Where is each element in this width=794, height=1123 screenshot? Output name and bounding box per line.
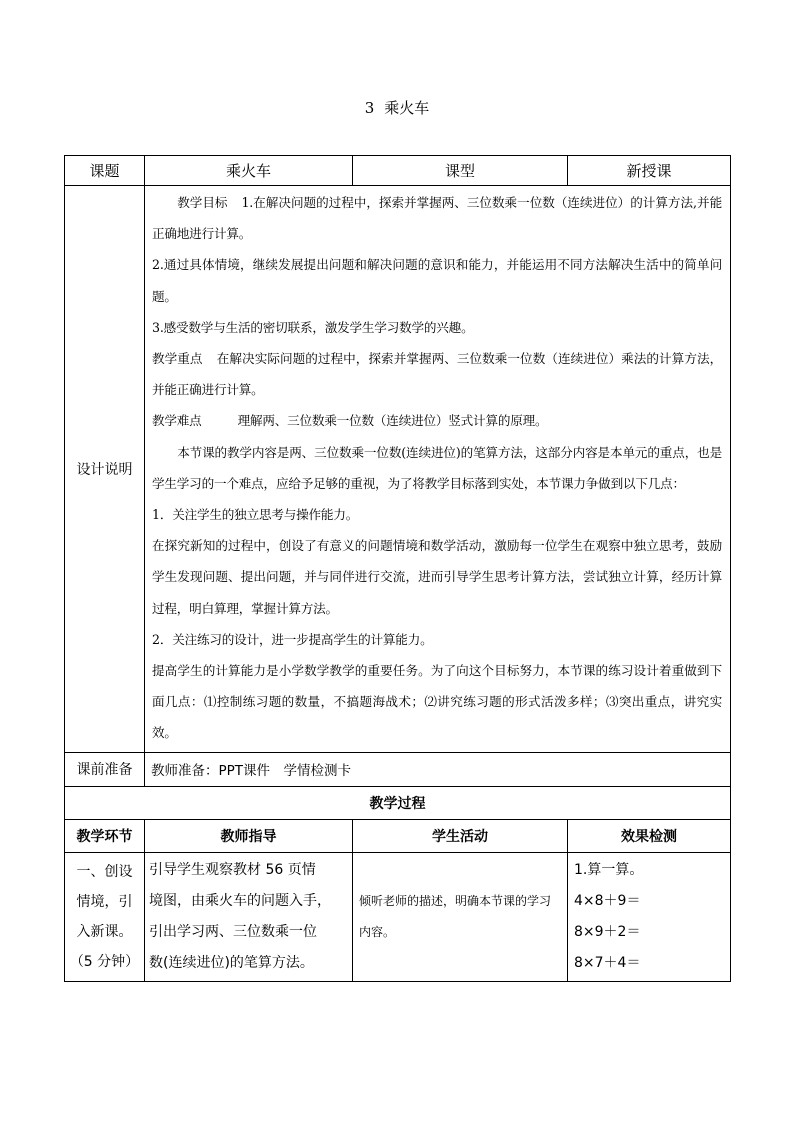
teacher-line: 引导学生观察教材 56 页情 <box>149 861 316 878</box>
lesson-plan-table <box>64 155 731 982</box>
type-label: 课型 <box>353 156 568 186</box>
goal-2: 2.通过具体情境，继续发展提出问题和解决问题的意识和能力，并能运用不同方法解决生活中的简单问题。 <box>152 257 722 304</box>
teacher-line: 境图，由乘火车的问题入手， <box>149 892 331 909</box>
topic-label: 课题 <box>65 156 145 186</box>
check-line: 8×9＋2＝ <box>574 923 641 940</box>
process-title-row <box>65 786 731 819</box>
difficulty-label: 教学难点 <box>152 413 202 429</box>
goal-3: 3.感受数学与生活的密切联系，激发学生学习数学的兴趣。 <box>152 319 474 335</box>
intro-paragraph: 本节课的教学内容是两、三位数乘一位数(连续进位)的笔算方法，这部分内容是本单元的重点，也是学生学习的一个难点，应给予足够的重视，为了将教学目标落到实处，本节课力争做到以下几点： <box>152 444 722 491</box>
point-2-title: 2．关注练习的设计，进一步提高学生的计算能力。 <box>152 631 433 647</box>
step-line: 入新课。 <box>76 923 133 940</box>
teacher-line: 数(连续进位)的笔算方法。 <box>149 954 314 971</box>
teacher-line: 引出学习两、三位数乘一位 <box>149 923 317 940</box>
prep-row <box>65 752 731 786</box>
type-value: 新授课 <box>568 156 731 186</box>
difficulty: 教学难点 理解两、三位数乘一位数（连续进位）竖式计算的原理。 <box>152 413 548 429</box>
check-line: 1.算一算。 <box>574 861 644 878</box>
check-line: 4×8＋9＝ <box>574 892 641 909</box>
step-line: （5 分钟） <box>69 953 140 970</box>
process-header-row <box>65 819 731 852</box>
goal-1: 教学目标 1.在解决问题的过程中，探索并掌握两、三位数乘一位数（连续进位）的计算方法,并能正确地进行计算。 <box>152 195 722 242</box>
point-2-text: 提高学生的计算能力是小学数学教学的重要任务。为了向这个目标努力，本节课的练习设计着重做到下面几点：⑴控制练习题的数量，不搞题海战术；⑵讲究练习题的形式活泼多样；⑶突出重点，讲究实效。 <box>152 663 722 741</box>
check-cell <box>568 852 731 981</box>
key-point: 教学重点 在解决实际问题的过程中，探索并掌握两、三位数乘一位数（连续进位）乘法的计算方法，并能正确进行计算。 <box>152 351 722 398</box>
step-cell <box>65 852 145 981</box>
step-line: 一、创设 <box>76 863 133 880</box>
goal-label: 教学目标 <box>177 195 228 210</box>
col-teacher: 教师指导 <box>145 819 353 852</box>
check-line: 8×7＋4＝ <box>574 954 641 971</box>
student-cell: 倾听老师的描述，明确本节课的学习内容。 <box>353 852 568 981</box>
col-student: 学生活动 <box>353 819 568 852</box>
header-row <box>65 156 731 186</box>
lesson-number: 3 <box>364 99 375 117</box>
topic-value: 乘火车 <box>145 156 353 186</box>
step-line: 情境，引 <box>76 893 133 910</box>
prep-label: 课前准备 <box>65 752 145 786</box>
lesson-title: 乘火车 <box>384 99 430 117</box>
col-check: 效果检测 <box>568 819 731 852</box>
teacher-cell <box>145 852 353 981</box>
prep-text: 教师准备：PPT课件 学情检测卡 <box>145 752 731 786</box>
point-1-title: 1．关注学生的独立思考与操作能力。 <box>152 507 359 523</box>
design-content <box>145 186 731 753</box>
process-title: 教学过程 <box>65 786 731 819</box>
process-row <box>65 852 731 981</box>
page-title <box>0 97 794 118</box>
design-label: 设计说明 <box>65 186 145 753</box>
col-step: 教学环节 <box>65 819 145 852</box>
key-label: 教学重点 <box>152 351 203 367</box>
design-row <box>65 186 731 753</box>
point-1-text: 在探究新知的过程中，创设了有意义的问题情境和数学活动，激励每一位学生在观察中独立思考，鼓励学生发现问题、提出问题，并与同伴进行交流，进而引导学生思考计算方法，尝试独立计算，经历计算过程，明白算理，掌握计算方法。 <box>152 538 722 616</box>
